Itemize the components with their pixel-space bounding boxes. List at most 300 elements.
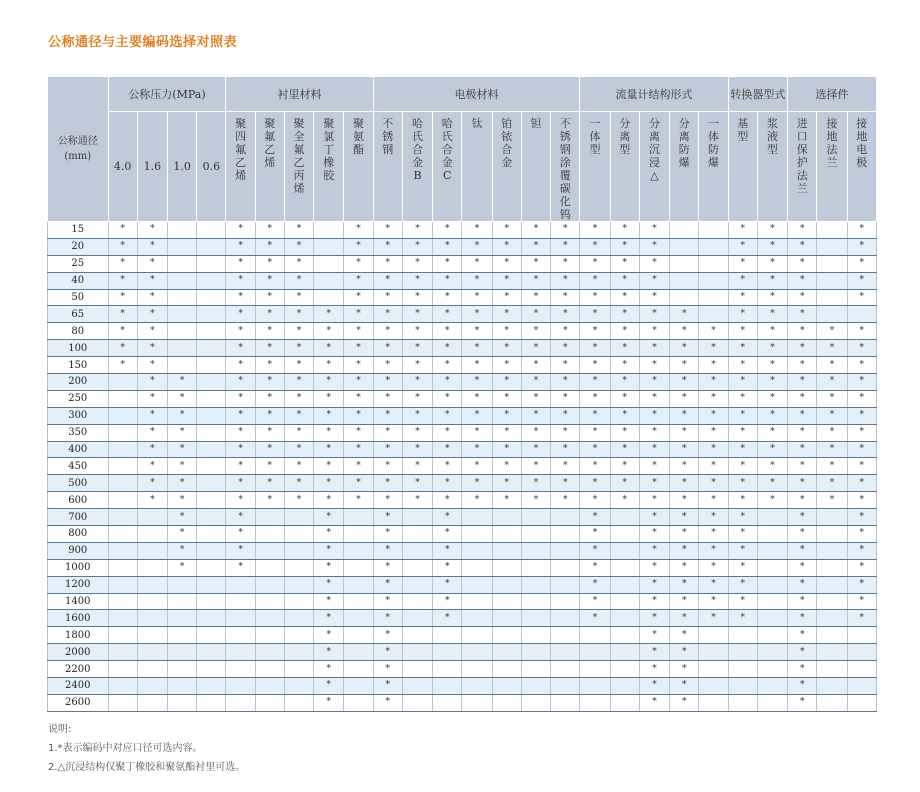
option-cell	[757, 374, 787, 391]
option-cell	[492, 255, 521, 272]
option-cell	[255, 475, 284, 492]
selectable-mark: *	[622, 224, 627, 235]
selectable-mark: *	[504, 359, 509, 370]
option-cell	[521, 390, 550, 407]
selectable-mark: *	[740, 275, 745, 286]
diameter-cell: 2400	[48, 678, 109, 695]
column-header-label: 铂铱合金	[501, 117, 513, 169]
option-cell	[255, 390, 284, 407]
option-cell	[670, 424, 699, 441]
option-cell	[639, 526, 669, 543]
option-cell	[373, 306, 402, 323]
selectable-mark: *	[622, 410, 627, 421]
selectable-mark: *	[504, 477, 509, 488]
selectable-mark: *	[799, 393, 805, 404]
selectable-mark: *	[444, 562, 450, 573]
selectable-mark: *	[681, 596, 687, 607]
option-cell	[757, 678, 787, 695]
selectable-mark: *	[267, 393, 273, 404]
option-cell	[226, 424, 255, 441]
option-cell	[699, 542, 728, 559]
option-cell	[284, 222, 313, 239]
option-cell	[757, 661, 787, 678]
column-header-label: 聚氨酯	[353, 117, 365, 156]
option-cell	[373, 390, 402, 407]
column-header	[699, 112, 728, 222]
selectable-mark: *	[533, 224, 539, 235]
selectable-mark: *	[415, 241, 420, 252]
table-row	[48, 694, 877, 711]
option-cell	[757, 407, 787, 424]
selectable-mark: *	[770, 460, 775, 471]
option-cell	[167, 492, 196, 509]
selectable-mark: *	[444, 579, 450, 590]
option-cell	[402, 593, 432, 610]
option-cell	[344, 661, 373, 678]
selectable-mark: *	[267, 258, 273, 269]
column-header-label: 不锈钢	[382, 117, 394, 156]
option-cell	[255, 255, 284, 272]
selectable-mark: *	[859, 275, 865, 286]
option-cell	[521, 357, 550, 374]
option-cell	[197, 644, 226, 661]
diameter-cell: 1600	[48, 610, 109, 627]
selectable-mark: *	[238, 224, 243, 235]
selectable-mark: *	[504, 224, 509, 235]
selectable-mark: *	[504, 444, 509, 455]
option-cell	[108, 255, 137, 272]
diameter-cell: 700	[48, 509, 109, 526]
option-cell	[610, 559, 639, 576]
option-cell	[580, 390, 610, 407]
selectable-mark: *	[799, 258, 805, 269]
selectable-mark: *	[622, 325, 627, 336]
option-cell	[639, 644, 669, 661]
option-cell	[344, 526, 373, 543]
selectable-mark: *	[385, 325, 390, 336]
option-cell	[639, 441, 669, 458]
option-cell	[580, 357, 610, 374]
selectable-mark: *	[415, 477, 420, 488]
selectable-mark: *	[385, 494, 390, 505]
selectable-mark: *	[799, 579, 805, 590]
option-cell	[817, 593, 847, 610]
option-cell	[402, 323, 432, 340]
option-cell	[610, 374, 639, 391]
option-cell	[699, 374, 728, 391]
selectable-mark: *	[652, 612, 657, 623]
option-cell	[817, 272, 847, 289]
option-cell	[433, 374, 462, 391]
option-cell	[373, 678, 402, 695]
selectable-mark: *	[326, 444, 332, 455]
selectable-mark: *	[267, 275, 273, 286]
option-cell	[670, 526, 699, 543]
column-header	[197, 112, 226, 222]
option-cell	[284, 542, 313, 559]
option-cell	[314, 593, 344, 610]
option-cell	[847, 222, 876, 239]
option-cell	[373, 559, 402, 576]
selectable-mark: *	[770, 477, 775, 488]
selectable-mark: *	[533, 342, 539, 353]
option-cell	[699, 627, 728, 644]
option-cell	[670, 593, 699, 610]
option-cell	[580, 441, 610, 458]
selectable-mark: *	[504, 275, 509, 286]
selectable-mark: *	[562, 308, 568, 319]
option-cell	[108, 694, 137, 711]
option-cell	[788, 340, 817, 357]
selectable-mark: *	[296, 308, 302, 319]
selectable-mark: *	[681, 444, 687, 455]
option-cell	[492, 509, 521, 526]
notes	[48, 720, 245, 777]
option-cell	[197, 424, 226, 441]
selectable-mark: *	[533, 410, 539, 421]
selectable-mark: *	[533, 258, 539, 269]
option-cell	[284, 306, 313, 323]
selectable-mark: *	[267, 342, 273, 353]
selectable-mark: *	[356, 325, 361, 336]
selectable-mark: *	[859, 241, 865, 252]
option-cell	[314, 424, 344, 441]
option-cell	[402, 289, 432, 306]
column-header-label: 钛	[471, 117, 483, 130]
option-cell	[492, 610, 521, 627]
option-cell	[788, 222, 817, 239]
selectable-mark: *	[238, 494, 243, 505]
option-cell	[344, 542, 373, 559]
option-cell	[137, 340, 167, 357]
option-cell	[284, 526, 313, 543]
selectable-mark: *	[829, 359, 835, 370]
selectable-mark: *	[711, 579, 716, 590]
option-cell	[551, 661, 580, 678]
column-header-label: 进口保护法兰	[796, 117, 808, 195]
column-header	[610, 112, 639, 222]
option-cell	[344, 222, 373, 239]
selectable-mark: *	[652, 393, 657, 404]
selectable-mark: *	[740, 258, 745, 269]
option-cell	[492, 441, 521, 458]
selectable-mark: *	[120, 275, 125, 286]
selectable-mark: *	[474, 393, 480, 404]
option-cell	[610, 323, 639, 340]
option-cell	[757, 340, 787, 357]
option-cell	[137, 357, 167, 374]
selectable-mark: *	[592, 511, 598, 522]
selectable-mark: *	[681, 663, 687, 674]
option-cell	[580, 509, 610, 526]
selectable-mark: *	[859, 427, 865, 438]
option-cell	[639, 407, 669, 424]
option-cell	[817, 458, 847, 475]
option-cell	[551, 289, 580, 306]
selectable-mark: *	[267, 376, 273, 387]
option-cell	[314, 492, 344, 509]
option-cell	[757, 458, 787, 475]
table-row	[48, 289, 877, 306]
selectable-mark: *	[652, 325, 657, 336]
option-cell	[551, 526, 580, 543]
option-cell	[580, 340, 610, 357]
diameter-cell: 50	[48, 289, 109, 306]
option-cell	[670, 627, 699, 644]
option-cell	[728, 222, 757, 239]
column-header-label: 分离沉浸△	[648, 117, 660, 182]
option-cell	[492, 644, 521, 661]
option-cell	[226, 576, 255, 593]
option-cell	[492, 526, 521, 543]
selectable-mark: *	[444, 275, 450, 286]
option-cell	[167, 526, 196, 543]
selectable-mark: *	[652, 224, 657, 235]
selectable-mark: *	[385, 528, 390, 539]
option-cell	[757, 542, 787, 559]
option-cell	[402, 458, 432, 475]
diameter-cell: 100	[48, 340, 109, 357]
selectable-mark: *	[799, 427, 805, 438]
selectable-mark: *	[592, 477, 598, 488]
option-cell	[167, 407, 196, 424]
option-cell	[610, 542, 639, 559]
option-cell	[137, 289, 167, 306]
option-cell	[670, 390, 699, 407]
selectable-mark: *	[474, 308, 480, 319]
selectable-mark: *	[592, 562, 598, 573]
selectable-mark: *	[533, 325, 539, 336]
option-cell	[551, 238, 580, 255]
option-cell	[757, 627, 787, 644]
option-cell	[699, 357, 728, 374]
selectable-mark: *	[385, 663, 390, 674]
nominal-diameter-label: 公称通径	[57, 136, 98, 147]
option-cell	[284, 694, 313, 711]
option-cell	[551, 694, 580, 711]
selectable-mark: *	[533, 359, 539, 370]
selectable-mark: *	[770, 359, 775, 370]
option-cell	[521, 289, 550, 306]
option-cell	[344, 509, 373, 526]
option-cell	[137, 222, 167, 239]
selectable-mark: *	[592, 444, 598, 455]
selectable-mark: *	[385, 629, 390, 640]
diameter-cell: 350	[48, 424, 109, 441]
option-cell	[167, 357, 196, 374]
option-cell	[433, 357, 462, 374]
selectable-mark: *	[444, 596, 450, 607]
option-cell	[137, 559, 167, 576]
selectable-mark: *	[474, 224, 480, 235]
option-cell	[433, 644, 462, 661]
diameter-cell: 1800	[48, 627, 109, 644]
option-cell	[373, 357, 402, 374]
option-cell	[137, 475, 167, 492]
selectable-mark: *	[652, 460, 657, 471]
option-cell	[108, 374, 137, 391]
selectable-mark: *	[326, 562, 332, 573]
selectable-mark: *	[652, 308, 657, 319]
selectable-mark: *	[504, 241, 509, 252]
group-header: 转换器型式	[728, 77, 787, 112]
selectable-mark: *	[238, 376, 243, 387]
option-cell	[197, 576, 226, 593]
selectable-mark: *	[267, 325, 273, 336]
selectable-mark: *	[267, 477, 273, 488]
option-cell	[551, 509, 580, 526]
option-cell	[373, 323, 402, 340]
option-cell	[639, 390, 669, 407]
selectable-mark: *	[296, 275, 302, 286]
option-cell	[551, 407, 580, 424]
option-cell	[255, 576, 284, 593]
option-cell	[462, 306, 492, 323]
option-cell	[137, 390, 167, 407]
option-cell	[639, 374, 669, 391]
option-cell	[344, 272, 373, 289]
selectable-mark: *	[179, 545, 185, 556]
option-cell	[108, 559, 137, 576]
option-cell	[757, 238, 787, 255]
option-cell	[847, 272, 876, 289]
option-cell	[197, 238, 226, 255]
selectable-mark: *	[740, 444, 745, 455]
selectable-mark: *	[120, 241, 125, 252]
option-cell	[226, 458, 255, 475]
diameter-cell: 15	[48, 222, 109, 239]
column-header-label: 不锈钢涂覆碳化钨	[559, 117, 571, 221]
option-cell	[610, 694, 639, 711]
option-cell	[492, 272, 521, 289]
selectable-mark: *	[799, 292, 805, 302]
table-header	[48, 77, 877, 222]
option-cell	[521, 272, 550, 289]
option-cell	[255, 610, 284, 627]
option-cell	[167, 559, 196, 576]
selectable-mark: *	[740, 477, 745, 488]
option-cell	[373, 610, 402, 627]
option-cell	[639, 272, 669, 289]
selectable-mark: *	[326, 477, 332, 488]
selectable-mark: *	[444, 292, 450, 302]
option-cell	[344, 441, 373, 458]
column-header-label: 1.6	[143, 160, 162, 173]
option-cell	[610, 424, 639, 441]
option-cell	[757, 644, 787, 661]
option-cell	[226, 441, 255, 458]
option-cell	[167, 593, 196, 610]
option-cell	[197, 374, 226, 391]
option-cell	[728, 306, 757, 323]
selectable-mark: *	[326, 612, 332, 623]
option-cell	[521, 374, 550, 391]
column-header	[639, 112, 669, 222]
option-cell	[462, 407, 492, 424]
selectable-mark: *	[120, 258, 125, 269]
selectable-mark: *	[356, 224, 361, 235]
option-cell	[462, 238, 492, 255]
option-cell	[492, 323, 521, 340]
option-cell	[847, 526, 876, 543]
option-cell	[462, 340, 492, 357]
option-cell	[670, 475, 699, 492]
option-cell	[344, 559, 373, 576]
option-cell	[314, 407, 344, 424]
option-cell	[492, 374, 521, 391]
selectable-mark: *	[415, 494, 420, 505]
selectable-mark: *	[711, 410, 716, 421]
option-cell	[639, 492, 669, 509]
selectable-mark: *	[444, 241, 450, 252]
option-cell	[521, 424, 550, 441]
option-cell	[551, 374, 580, 391]
option-cell	[197, 458, 226, 475]
table-row	[48, 526, 877, 543]
option-cell	[284, 238, 313, 255]
option-cell	[551, 610, 580, 627]
selectable-mark: *	[238, 427, 243, 438]
option-cell	[373, 407, 402, 424]
option-cell	[314, 357, 344, 374]
option-cell	[108, 576, 137, 593]
table-row	[48, 593, 877, 610]
selectable-mark: *	[740, 241, 745, 252]
option-cell	[137, 644, 167, 661]
option-cell	[817, 340, 847, 357]
selectable-mark: *	[859, 292, 865, 302]
option-cell	[197, 492, 226, 509]
selectable-mark: *	[740, 545, 745, 556]
selectable-mark: *	[296, 258, 302, 269]
option-cell	[284, 492, 313, 509]
option-cell	[255, 272, 284, 289]
selectable-mark: *	[474, 376, 480, 387]
selectable-mark: *	[296, 359, 302, 370]
option-cell	[402, 272, 432, 289]
selectable-mark: *	[326, 359, 332, 370]
selectable-mark: *	[267, 410, 273, 421]
selectable-mark: *	[652, 292, 657, 302]
selectable-mark: *	[385, 511, 390, 522]
option-cell	[728, 678, 757, 695]
selectable-mark: *	[711, 444, 716, 455]
option-cell	[817, 390, 847, 407]
selectable-mark: *	[681, 325, 687, 336]
selectable-mark: *	[829, 494, 835, 505]
option-cell	[580, 694, 610, 711]
selectable-mark: *	[859, 376, 865, 387]
option-cell	[610, 475, 639, 492]
option-cell	[757, 222, 787, 239]
selectable-mark: *	[356, 427, 361, 438]
option-cell	[521, 407, 550, 424]
option-cell	[226, 390, 255, 407]
column-header	[284, 112, 313, 222]
diameter-cell: 400	[48, 441, 109, 458]
option-cell	[433, 559, 462, 576]
selectable-mark: *	[681, 579, 687, 590]
option-cell	[462, 424, 492, 441]
option-cell	[284, 627, 313, 644]
option-cell	[728, 390, 757, 407]
selectable-mark: *	[533, 241, 539, 252]
option-cell	[551, 475, 580, 492]
option-cell	[314, 323, 344, 340]
option-cell	[699, 306, 728, 323]
selectable-mark: *	[444, 427, 450, 438]
option-cell	[699, 222, 728, 239]
